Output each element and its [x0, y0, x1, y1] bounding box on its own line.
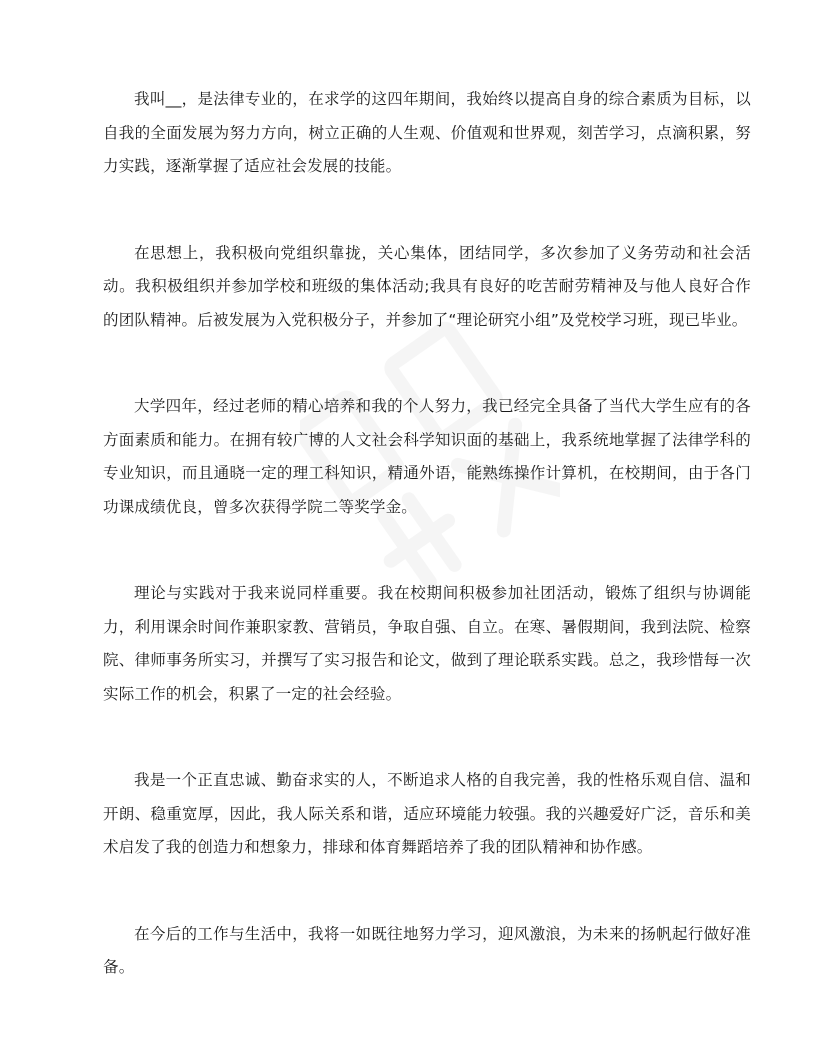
paragraph-intro: 我叫__，是法律专业的，在求学的这四年期间，我始终以提高自身的综合素质为目标，以自我的全面发展为努力方向，树立正确的人生观、价值观和世界观，刻苦学习，点滴积累，努力实践，逐渐掌握了适应社会发展的技能。 [103, 90, 751, 175]
paragraph-study: 大学四年，经过老师的精心培养和我的个人努力，我已经完全具备了当代大学生应有的各方面素质和能力。在拥有较广博的人文社会科学知识面的基础上，我系统地掌握了法律学科的专业知识，而且通晓一定的理工科知识，精通外语，能熟练操作计算机，在校期间，由于各门功课成绩优良，曾多次获得学院二等奖学金。 [103, 397, 751, 516]
paragraph-personality: 我是一个正直忠诚、勤奋求实的人，不断追求人格的自我完善，我的性格乐观自信、温和开朗、稳重宽厚，因此，我人际关系和谐，适应环境能力较强。我的兴趣爱好广泛，音乐和美术启发了我的创造力和想象力，排球和体育舞蹈培养了我的团队精神和协作感。 [103, 771, 751, 856]
document-body [103, 83, 751, 1038]
paragraph-future: 在今后的工作与生活中，我将一如既往地努力学习，迎风激浪，为未来的扬帆起行做好准备。 [103, 924, 751, 976]
paragraph-ideology: 在思想上，我积极向党组织靠拢，关心集体，团结同学，多次参加了义务劳动和社会活动。我积极组织并参加学校和班级的集体活动;我具有良好的吃苦耐劳精神及与他人良好合作的团队精神。后被发展为入党积极分子，并参加了“理论研究小组”及党校学习班，现已毕业。 [103, 243, 751, 329]
paragraph-practice: 理论与实践对于我来说同样重要。我在校期间积极参加社团活动，锻炼了组织与协调能力，利用课余时间作兼职家教、营销员，争取自强、自立。在寒、暑假期间，我到法院、检察院、律师事务所实习，并撰写了实习报告和论文，做到了理论联系实践。总之，我珍惜每一次实际工作的机会，积累了一定的社会经验。 [103, 584, 751, 703]
